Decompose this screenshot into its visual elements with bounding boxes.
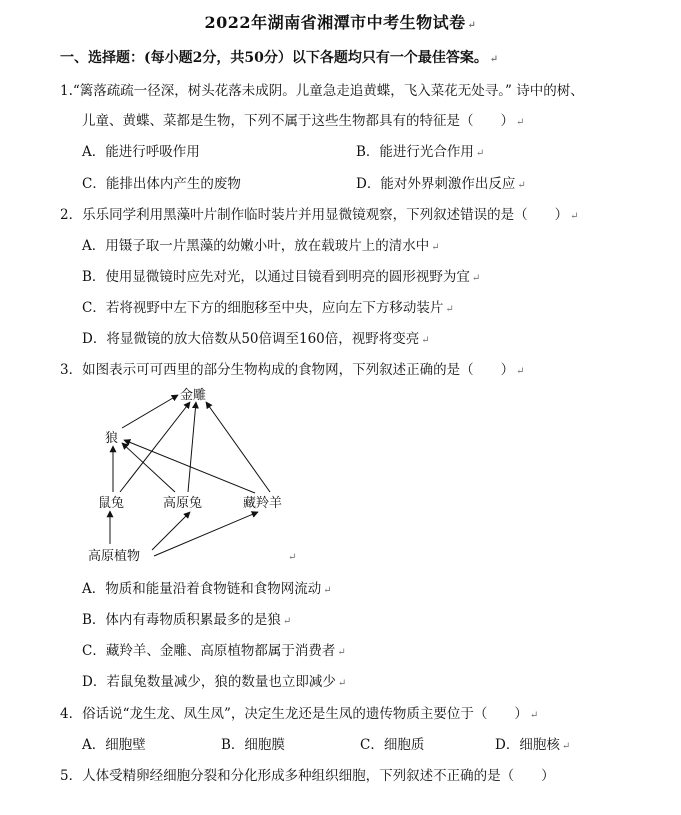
q1-stem-line1: 1.“篱落疏疏一径深，树头花落未成阴。儿童急走追黄蝶，飞入菜花无处寻。” 诗中的树、 (60, 83, 584, 99)
arrow-antelope-wolf (124, 440, 255, 493)
node-antelope: 藏羚羊 (243, 496, 283, 511)
food-web-diagram (80, 380, 380, 570)
q2-option-c: C．若将视野中左下方的细胞移至中央，应向左下方移动装片 ↵ (82, 300, 454, 316)
q2-stem: 2．乐乐同学利用黑藻叶片制作临时装片并用显微镜观察，下列叙述错误的是（ ） ↵ (60, 207, 579, 223)
diagram-para-mark: ↵ (288, 552, 297, 563)
q4-option-d: D．细胞核 ↵ (495, 737, 571, 753)
q4-option-b: B．细胞膜 (221, 737, 285, 753)
arrow-plant-hare (152, 512, 190, 550)
q3-option-b: B．体内有毒物质积累最多的是狼 ↵ (82, 612, 292, 628)
q3-option-d: D．若鼠兔数量减少，狼的数量也立即减少 ↵ (82, 674, 347, 690)
arrow-hare-eagle (188, 402, 196, 492)
q3-option-c: C．藏羚羊、金雕、高原植物都属于消费者 ↵ (82, 643, 346, 659)
q1-stem-line2: 儿童、黄蝶、菜都是生物，下列不属于这些生物都具有的特征是（ ） ↵ (82, 113, 525, 129)
q4-option-c: C．细胞质 (360, 737, 425, 753)
arrow-plant-antelope (154, 512, 258, 556)
q1-option-c: C．能排出体内产生的废物 (82, 176, 241, 192)
node-wolf: 狼 (105, 431, 119, 446)
arrow-wolf-eagle (122, 395, 178, 428)
q4-option-a: A．细胞壁 (82, 737, 146, 753)
q1-option-a: A．能进行呼吸作用 (82, 144, 200, 160)
page-title: 2022年湖南省湘潭市中考生物试卷 ↵ (204, 13, 477, 32)
node-eagle: 金雕 (180, 388, 207, 403)
q2-option-d: D．将显微镜的放大倍数从50倍调至160倍，视野将变亮 ↵ (82, 331, 430, 347)
node-hare: 高原兔 (163, 496, 203, 511)
q3-stem: 3．如图表示可可西里的部分生物构成的食物网，下列叙述正确的是（ ） ↵ (60, 362, 525, 378)
arrow-pika-eagle (120, 402, 190, 492)
q1-option-d: D．能对外界刺激作出反应 ↵ (356, 176, 526, 192)
node-plant: 高原植物 (88, 549, 141, 564)
arrow-antelope-eagle (206, 402, 270, 492)
q5-stem: 5．人体受精卵经细胞分裂和分化形成多种组织细胞，下列叙述不正确的是（ ） (60, 768, 555, 784)
q2-option-a: A．用镊子取一片黑藻的幼嫩小叶，放在载玻片上的清水中 ↵ (82, 238, 440, 254)
node-pika: 鼠兔 (98, 496, 125, 511)
q3-option-a: A．物质和能量沿着食物链和食物网流动 ↵ (82, 581, 332, 597)
q2-option-b: B．使用显微镜时应先对光，以通过目镜看到明亮的圆形视野为宜 ↵ (82, 269, 481, 285)
q4-stem: 4．俗话说“龙生龙、凤生凤”，决定生龙还是生凤的遗传物质主要位于（ ） ↵ (60, 706, 539, 722)
q1-option-b: B．能进行光合作用 ↵ (356, 144, 485, 160)
section-heading: 一、选择题：(每小题2分，共50分）以下各题均只有一个最佳答案。 ↵ (60, 50, 499, 66)
